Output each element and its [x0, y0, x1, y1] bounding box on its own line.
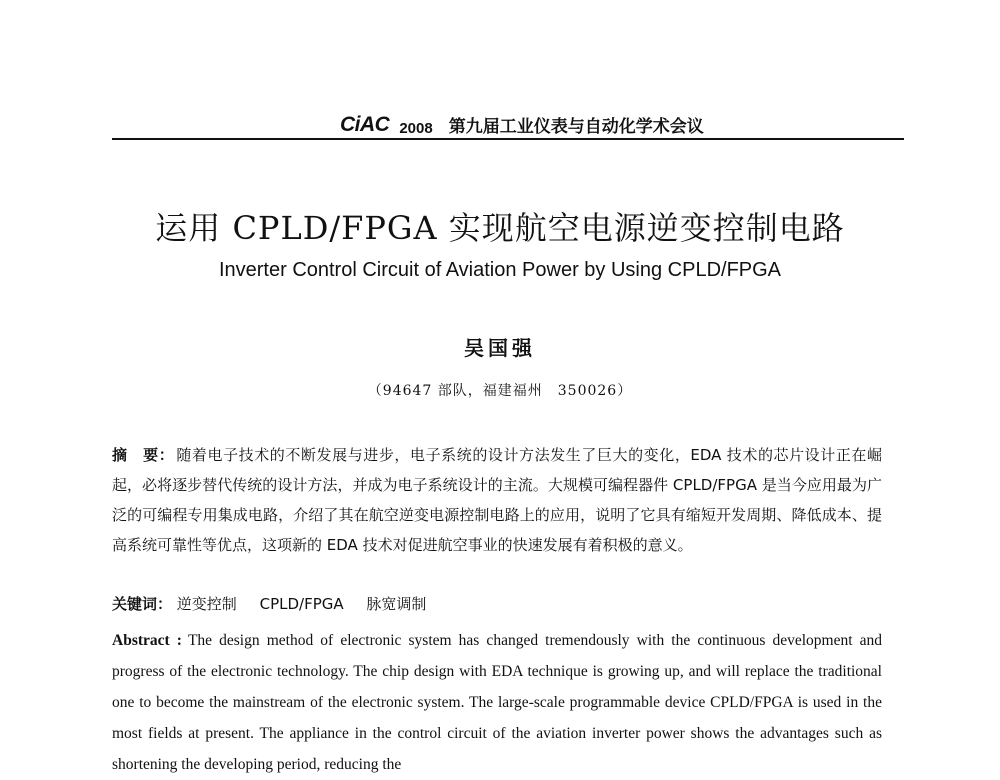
keyword-item: CPLD/FPGA — [259, 595, 344, 613]
page-header — [112, 108, 904, 140]
author-affiliation: （94647 部队，福建福州 350026） — [367, 383, 633, 399]
paper-title-cn: 运用 CPLD/FPGA 实现航空电源逆变控制电路 — [155, 209, 845, 247]
abstract-en-text: The design method of electronic system has changed tremendously with the continuous development and progress of the electronic technology. The chip design with EDA technique is growing up, and will replace the traditional one to become the mainstream of the electronic system. The large-scale programmable device CPLD/FPGA is used in the most fields at present. The appliance in the control circuit of the aviation inverter power shows the advantages such as shortening the developing period, reducing the — [112, 632, 882, 773]
abstract-cn-text: 随着电子技术的不断发展与进步，电子系统的设计方法发生了巨大的变化，EDA 技术的芯片设计正在崛起，必将逐步替代传统的设计方法，并成为电子系统设计的主流。大规模可编程器件 CPLD/FPGA 是当今应用最为广泛的可编程专用集成电路，介绍了其在航空逆变电源控制电路上的应用，说明了它具有缩短开发周期、降低成本、提高系统可靠性等优点，这项新的 EDA 技术对促进航空事业的快速发展有着积极的意义。 — [112, 446, 882, 554]
header-inner — [340, 112, 704, 137]
abstract-cn-label: 摘 要： — [112, 446, 175, 464]
conference-year: 2008 — [399, 120, 433, 137]
keywords-label: 关键词： — [112, 595, 173, 613]
paper-title-en: Inverter Control Circuit of Aviation Power by Using CPLD/FPGA — [218, 259, 782, 281]
author-name: 吴国强 — [464, 336, 536, 360]
abstract-en — [112, 625, 882, 780]
conference-name: 第九届工业仪表与自动化学术会议 — [448, 117, 704, 137]
keyword-item: 逆变控制 — [176, 595, 237, 613]
conference-logo: CiAC — [340, 113, 390, 136]
keyword-item: 脉宽调制 — [366, 595, 427, 613]
abstract-en-label: Abstract : — [112, 632, 182, 649]
abstract-cn — [112, 440, 882, 560]
keywords — [112, 593, 882, 614]
